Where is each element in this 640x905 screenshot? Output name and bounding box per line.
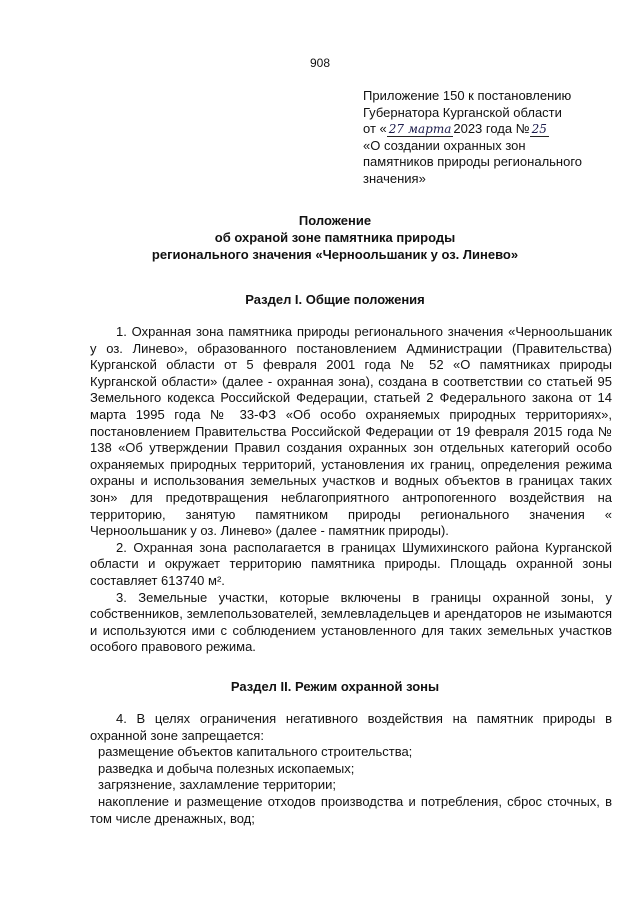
paragraph-2: 2. Охранная зона располагается в границах Шумихинского района Курганской области и окружает территорию памятника природы. Площадь охранной зоны составляет 613740 м². xyxy=(90,539,612,588)
paragraph-3: 3. Земельные участки, которые включены в границы охранной зоны, у собственников, землепользователей, землевладельцев и арендаторов не изымаются и используются ими с соблюдением установленного для таких земельных участков особого правового режима. xyxy=(90,589,612,655)
paragraph-1: 1. Охранная зона памятника природы регионального значения «Черноольшаник у оз. Линево», образованного постановлением Администрации (Правительства) Курганской области от 5 февраля 2001 года № 52 «О памятниках природы Курганской области» (далее - охранная зона), создана в соответствии со статьей 95 Земельного кодекса Российской Федерации, статьей 2 Федерального закона от 14 марта 1995 года № 33-ФЗ «Об особо охраняемых природных территориях», постановлением Правительства Российской Федерации от 19 февраля 2015 года № 138 «Об утверждении Правил создания охранных зон отдельных категорий особо охраняемых природных территорий, установления их границ, определения режима охраны и использования земельных участков и водных объектов в границах таких зон» для предотвращения неблагоприятного антропогенного воздействия на территорию, занятую памятником природы регионального значения « Черноольшаник у оз. Линево» (далее - памятник природы). xyxy=(90,324,612,539)
list-item: загрязнение, захламление территории; xyxy=(98,777,337,793)
date-mid: 2023 года № xyxy=(453,121,530,136)
list-item: разведка и добыча полезных ископаемых; xyxy=(98,760,355,776)
decree-number-handwritten: 25 xyxy=(531,122,547,136)
date-day-handwritten: 27 xyxy=(388,122,405,136)
appendix-line-6: значения» xyxy=(363,170,426,186)
section-2-heading: Раздел II. Режим охранной зоны xyxy=(230,679,440,694)
section-2-body xyxy=(90,711,612,827)
appendix-line-4: «О создании охранных зон xyxy=(363,137,526,153)
list-item: размещение объектов капитального строительства; xyxy=(98,744,413,760)
paragraph-4: 4. В целях ограничения негативного воздействия на памятник природы в охранной зоне запрещается: xyxy=(90,711,612,743)
appendix-date-line xyxy=(363,121,623,138)
document-title xyxy=(90,212,580,263)
section-1-body xyxy=(90,324,612,656)
title-line-2: об охраной зоне памятника природы xyxy=(214,230,456,245)
list-item: накопление и размещение отходов производства и потребления, сброс сточных, в том числе дренажных, вод; xyxy=(90,793,612,826)
appendix-line-2: Губернатора Курганской области xyxy=(363,104,562,120)
section-1-heading: Раздел I. Общие положения xyxy=(245,292,425,307)
date-prefix: от « xyxy=(363,121,387,136)
appendix-header xyxy=(363,88,623,187)
appendix-line-5: памятников природы регионального xyxy=(363,154,583,169)
appendix-line-1: Приложение 150 к постановлению xyxy=(363,88,572,103)
date-month-handwritten: марта xyxy=(408,122,452,136)
page-number: 908 xyxy=(309,56,331,70)
title-line-1: Положение xyxy=(298,213,372,228)
title-line-3: регионального значения «Черноольшаник у оз. Линево» xyxy=(151,247,519,262)
